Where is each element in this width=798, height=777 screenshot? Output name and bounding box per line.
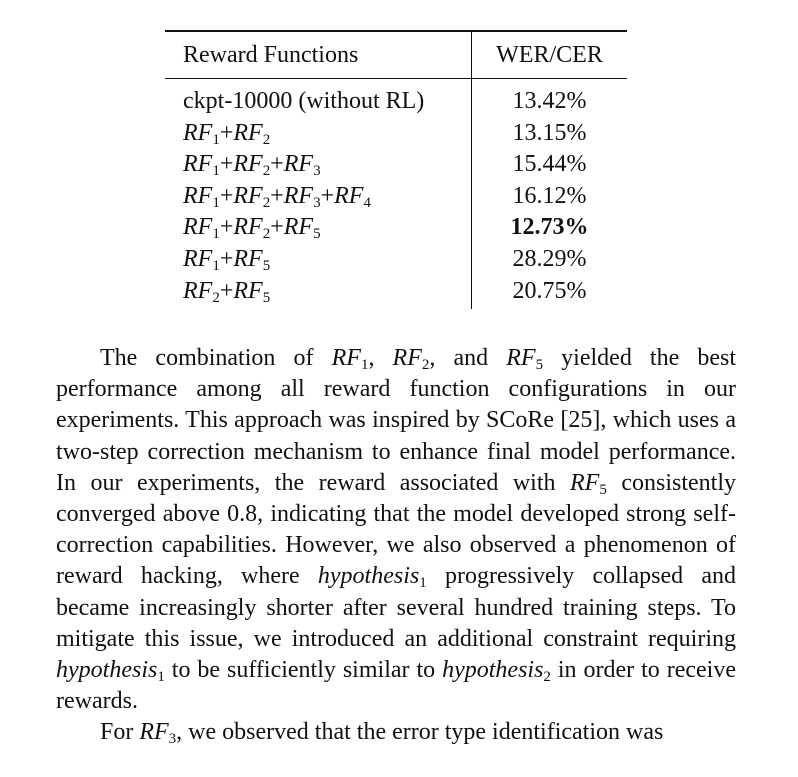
math-rf2: $RF_2$ xyxy=(392,345,430,373)
table-header-row xyxy=(165,32,627,78)
table-row xyxy=(165,118,627,150)
reward-functions-table xyxy=(165,32,627,309)
cell-score: 20.75% xyxy=(472,276,628,310)
table-row xyxy=(165,244,627,276)
cell-config: $RF_1+RF_5$ xyxy=(183,245,271,274)
cell-score: 16.12% xyxy=(472,181,628,213)
cell-score-best: 12.73% xyxy=(472,212,628,244)
math-hypothesis2: hypothesis$_2$ xyxy=(442,657,551,686)
paragraph-1: The combination of $RF_1$, $RF_2$, and $RF_5$ yielded the best performance among all reward function configurations in our experiments. This approach was inspired by SCoRe [25], which uses a two-step correction mechanism to enhance final model performance. In our experiments, the reward associated with $RF_5$ consistently converged above 0.8, indicating that the model developed strong self-correction capabilities. However, we also observed a phenomenon of reward hacking, where hypothesis$_1$ progressively collapsed and became increasingly shorter after several hundred training steps. To mitigate this issue, we introduced an additional constraint requiring hypothesis$_1$ to be sufficiently similar to hypothesis$_2$ in order to receive rewards. xyxy=(56,345,737,715)
cell-config: $RF_2+RF_5$ xyxy=(183,277,271,306)
cell-config: $RF_1+RF_2$ xyxy=(183,119,271,148)
results-table-container xyxy=(165,30,627,309)
math-rf5: $RF_5$ xyxy=(570,469,607,498)
math-rf5: $RF_5$ xyxy=(506,345,544,373)
math-hypothesis1: hypothesis$_1$ xyxy=(56,657,165,686)
table-row xyxy=(165,181,627,213)
cell-config: $RF_1+RF_2+RF_3$ xyxy=(183,151,321,180)
header-reward-functions: Reward Functions xyxy=(183,42,359,68)
table-body xyxy=(165,79,627,309)
cell-config: ckpt-10000 (without RL) xyxy=(183,88,425,114)
table-row xyxy=(165,212,627,244)
paragraph-2: For $RF_3$, we observed that the error type identification was xyxy=(100,719,664,748)
cell-score: 13.15% xyxy=(472,118,628,150)
table-row xyxy=(165,276,627,310)
header-wer-cer: WER/CER xyxy=(472,32,628,78)
cell-score: 15.44% xyxy=(472,149,628,181)
cell-config: $RF_1+RF_2+RF_5$ xyxy=(183,214,321,243)
math-hypothesis1: hypothesis$_1$ xyxy=(317,563,427,592)
math-rf3: $RF_3$ xyxy=(139,719,177,748)
cell-score: 13.42% xyxy=(472,79,628,118)
cell-score: 28.29% xyxy=(472,244,628,276)
cell-config: $RF_1+RF_2+RF_3+RF_4$ xyxy=(183,182,371,211)
body-text xyxy=(56,343,736,749)
math-rf1: $RF_1$ xyxy=(331,345,369,373)
table-row xyxy=(165,149,627,181)
table-row xyxy=(165,79,627,118)
